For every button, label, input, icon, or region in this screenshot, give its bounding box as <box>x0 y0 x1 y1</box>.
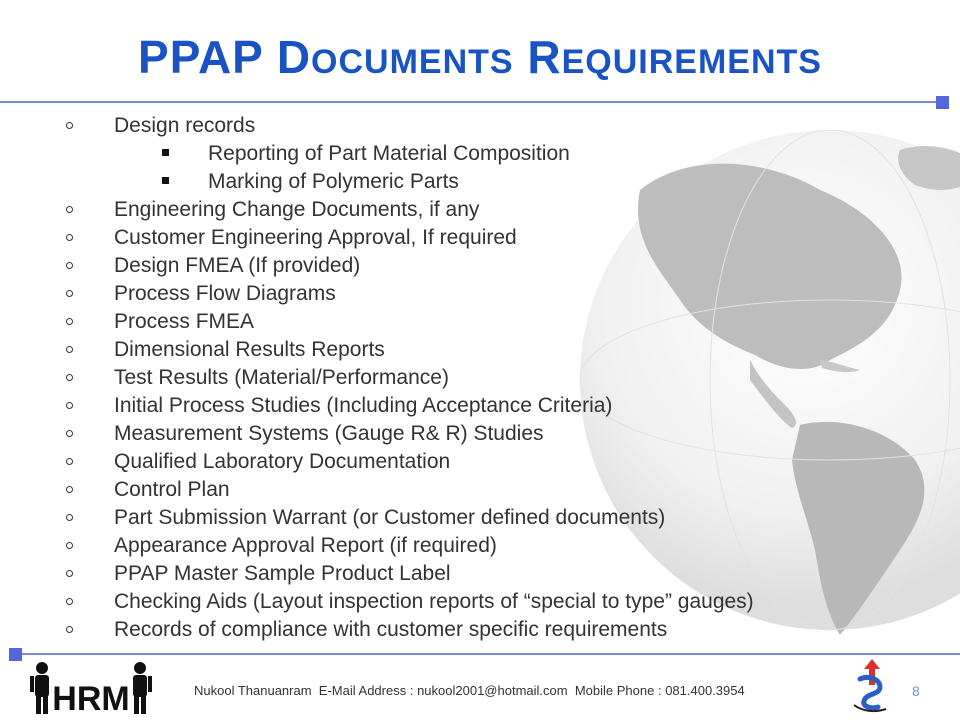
circle-bullet-icon <box>66 626 73 633</box>
list-item-text: Design records <box>114 114 256 137</box>
hrm-logo <box>30 660 152 716</box>
title-part-3: R <box>513 31 562 83</box>
list-item-text: Process FMEA <box>114 310 255 333</box>
list-item-text: Measurement Systems (Gauge R& R) Studies <box>114 422 544 445</box>
list-item-text: Part Submission Warrant (or Customer defined documents) <box>114 506 666 529</box>
list-item <box>62 532 754 560</box>
circle-bullet-icon <box>66 486 73 493</box>
bottom-divider-square <box>9 648 22 661</box>
title-part-4: EQUIREMENTS <box>561 43 822 81</box>
page-number: 8 <box>912 683 920 699</box>
circle-bullet-icon <box>66 262 73 269</box>
footer-name: Nukool Thanuanram <box>194 683 312 698</box>
top-divider <box>0 101 940 103</box>
footer-email: nukool2001@hotmail.com <box>417 683 568 698</box>
list-item <box>62 112 754 140</box>
list-item <box>62 616 754 644</box>
list-item <box>62 280 754 308</box>
square-bullet-icon <box>162 177 169 184</box>
list-item <box>62 224 754 252</box>
list-item <box>62 336 754 364</box>
circle-bullet-icon <box>66 542 73 549</box>
circle-bullet-icon <box>66 318 73 325</box>
hrm-logo-text: HRM <box>52 680 130 716</box>
list-item <box>62 392 754 420</box>
list-item-text: Process Flow Diagrams <box>114 282 336 305</box>
circle-bullet-icon <box>66 458 73 465</box>
list-item <box>62 364 754 392</box>
title-part-1: PPAP D <box>138 31 312 83</box>
footer-phone-label: Mobile Phone : <box>574 683 662 698</box>
list-item-text: Checking Aids (Layout inspection reports of “special to type” gauges) <box>114 590 754 613</box>
sub-list-item <box>62 168 754 196</box>
list-item-text: Customer Engineering Approval, If required <box>114 226 517 249</box>
list-item-text: PPAP Master Sample Product Label <box>114 562 451 585</box>
circle-bullet-icon <box>66 346 73 353</box>
list-item-text: Dimensional Results Reports <box>114 338 385 361</box>
title-part-2: OCUMENTS <box>311 43 514 81</box>
bottom-divider <box>20 653 960 655</box>
list-item <box>62 420 754 448</box>
circle-bullet-icon <box>66 598 73 605</box>
sub-list-item <box>62 140 754 168</box>
list-item-text: Test Results (Material/Performance) <box>114 366 449 389</box>
footer-phone: 081.400.3954 <box>665 683 745 698</box>
circle-bullet-icon <box>66 402 73 409</box>
list-item-text: Records of compliance with customer specific requirements <box>114 618 668 641</box>
list-item <box>62 588 754 616</box>
footer-email-label: E-Mail Address : <box>318 683 414 698</box>
list-item-text: Appearance Approval Report (if required) <box>114 534 497 557</box>
list-item <box>62 308 754 336</box>
list-item-text: Engineering Change Documents, if any <box>114 198 480 221</box>
list-item <box>62 504 754 532</box>
list-item <box>62 196 754 224</box>
list-item <box>62 252 754 280</box>
circle-bullet-icon <box>66 234 73 241</box>
list-item-text: Marking of Polymeric Parts <box>208 170 459 193</box>
mascot-icon <box>850 655 892 715</box>
circle-bullet-icon <box>66 206 73 213</box>
circle-bullet-icon <box>66 374 73 381</box>
square-bullet-icon <box>162 149 169 156</box>
page-title <box>0 30 960 84</box>
circle-bullet-icon <box>66 430 73 437</box>
top-divider-square <box>936 96 949 109</box>
circle-bullet-icon <box>66 570 73 577</box>
list-item-text: Qualified Laboratory Documentation <box>114 450 451 473</box>
circle-bullet-icon <box>66 122 73 129</box>
list-item <box>62 476 754 504</box>
footer-contact <box>194 683 745 698</box>
list-item-text: Control Plan <box>114 478 230 501</box>
list-item <box>62 448 754 476</box>
circle-bullet-icon <box>66 514 73 521</box>
circle-bullet-icon <box>66 290 73 297</box>
list-item-text: Reporting of Part Material Composition <box>208 142 570 165</box>
list-item-text: Initial Process Studies (Including Acceptance Criteria) <box>114 394 613 417</box>
list-item-text: Design FMEA (If provided) <box>114 254 361 277</box>
requirements-list <box>62 112 754 644</box>
list-item <box>62 560 754 588</box>
